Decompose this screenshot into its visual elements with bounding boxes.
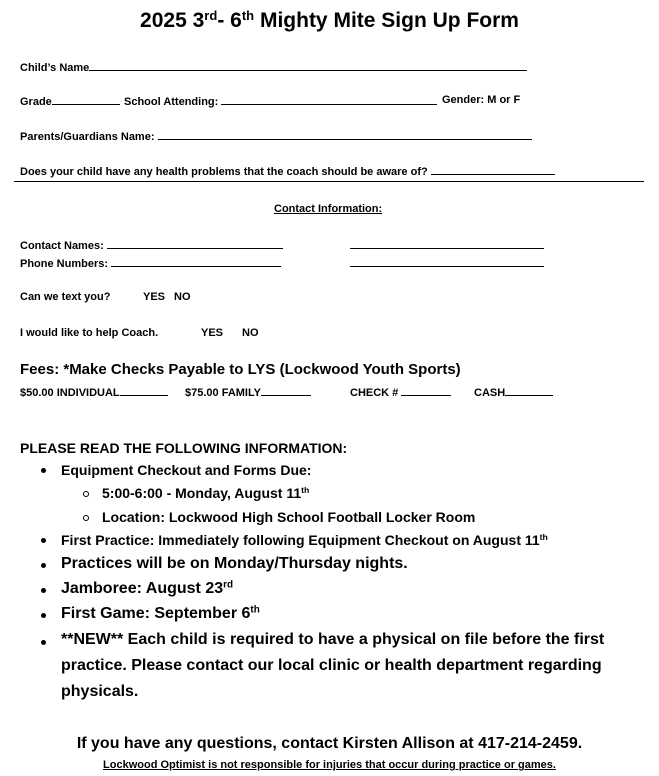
section-divider <box>14 181 644 182</box>
bullet-icon <box>41 640 46 645</box>
help-coach-label: I would like to help Coach. <box>20 327 159 339</box>
contact-name-input-2[interactable] <box>350 238 544 249</box>
circle-bullet-icon <box>83 491 89 497</box>
school-field <box>124 94 437 108</box>
child-name-field <box>20 60 527 74</box>
health-field <box>20 164 555 178</box>
contact-heading: Contact Information: <box>274 203 383 215</box>
help-coach-no-option[interactable]: NO <box>242 327 259 339</box>
page-title: 2025 3rd- 6th Mighty Mite Sign Up Form <box>140 7 519 32</box>
health-label: Does your child have any health problems that the coach should be aware of? <box>20 166 428 178</box>
first-practice-item: First Practice: Immediately following Equipment Checkout on August 11th <box>61 532 548 548</box>
contact-name-input-1[interactable] <box>107 238 283 249</box>
bullet-icon <box>41 538 46 543</box>
practices-item: Practices will be on Monday/Thursday nights. <box>61 555 408 572</box>
disclaimer: Lockwood Optimist is not responsible for injuries that occur during practice or games. <box>103 759 556 771</box>
new-physical-item-line-3: physicals. <box>61 683 139 700</box>
check-number-label: CHECK # <box>350 387 399 399</box>
equipment-time-item: 5:00-6:00 - Monday, August 11th <box>102 485 310 501</box>
check-number-input[interactable] <box>401 385 451 396</box>
check-number-field <box>350 385 451 399</box>
new-physical-item-line-1: **NEW** Each child is required to have a physical on file before the first <box>61 631 605 648</box>
school-label: School Attending: <box>124 96 219 108</box>
grade-input[interactable] <box>52 94 120 105</box>
contact-questions: If you have any questions, contact Kirsten Allison at 417-214-2459. <box>76 735 583 752</box>
help-coach-yes-option[interactable]: YES <box>201 327 224 339</box>
circle-bullet-icon <box>83 515 89 521</box>
new-physical-item-line-2: practice. Please contact our local clinic or health department regarding <box>61 657 602 674</box>
cash-field <box>474 385 553 399</box>
health-input[interactable] <box>431 164 555 175</box>
first-game-item: First Game: September 6th <box>61 604 260 622</box>
grade-label: Grade <box>20 96 52 108</box>
parents-field <box>20 129 532 143</box>
fee-individual-label: $50.00 INDIVIDUAL <box>20 387 120 399</box>
phone-input-1[interactable] <box>111 256 281 267</box>
parents-label: Parents/Guardians Name: <box>20 131 155 143</box>
gender-label[interactable]: Gender: M or F <box>442 94 521 106</box>
cash-label: CASH <box>474 387 506 399</box>
equipment-location-item: Location: Lockwood High School Football Locker Room <box>102 509 476 525</box>
phone-numbers-label: Phone Numbers: <box>20 258 109 270</box>
jamboree-item: Jamboree: August 23rd <box>61 579 234 597</box>
text-question-label: Can we text you? <box>20 291 111 303</box>
fee-family-label: $75.00 FAMILY <box>185 387 262 399</box>
bullet-icon <box>41 613 46 618</box>
phone-numbers-field <box>20 256 281 270</box>
cash-input[interactable] <box>505 385 553 396</box>
child-name-label: Child’s Name <box>20 62 90 74</box>
fee-individual-input[interactable] <box>120 385 168 396</box>
bullet-icon <box>41 563 46 568</box>
fee-family-input[interactable] <box>261 385 311 396</box>
text-no-option[interactable]: NO <box>174 291 191 303</box>
contact-names-field <box>20 238 283 252</box>
bullet-icon <box>41 468 46 473</box>
info-heading: PLEASE READ THE FOLLOWING INFORMATION: <box>20 440 348 456</box>
parents-input[interactable] <box>158 129 532 140</box>
phone-input-2[interactable] <box>350 256 544 267</box>
fee-family-field <box>185 385 311 399</box>
equipment-item: Equipment Checkout and Forms Due: <box>61 462 312 478</box>
text-yes-option[interactable]: YES <box>143 291 166 303</box>
bullet-icon <box>41 588 46 593</box>
fee-individual-field <box>20 385 168 399</box>
fees-heading: Fees: *Make Checks Payable to LYS (Lockwood Youth Sports) <box>20 361 461 378</box>
grade-field <box>20 94 120 108</box>
child-name-input[interactable] <box>89 60 527 71</box>
school-input[interactable] <box>221 94 437 105</box>
contact-names-label: Contact Names: <box>20 240 104 252</box>
